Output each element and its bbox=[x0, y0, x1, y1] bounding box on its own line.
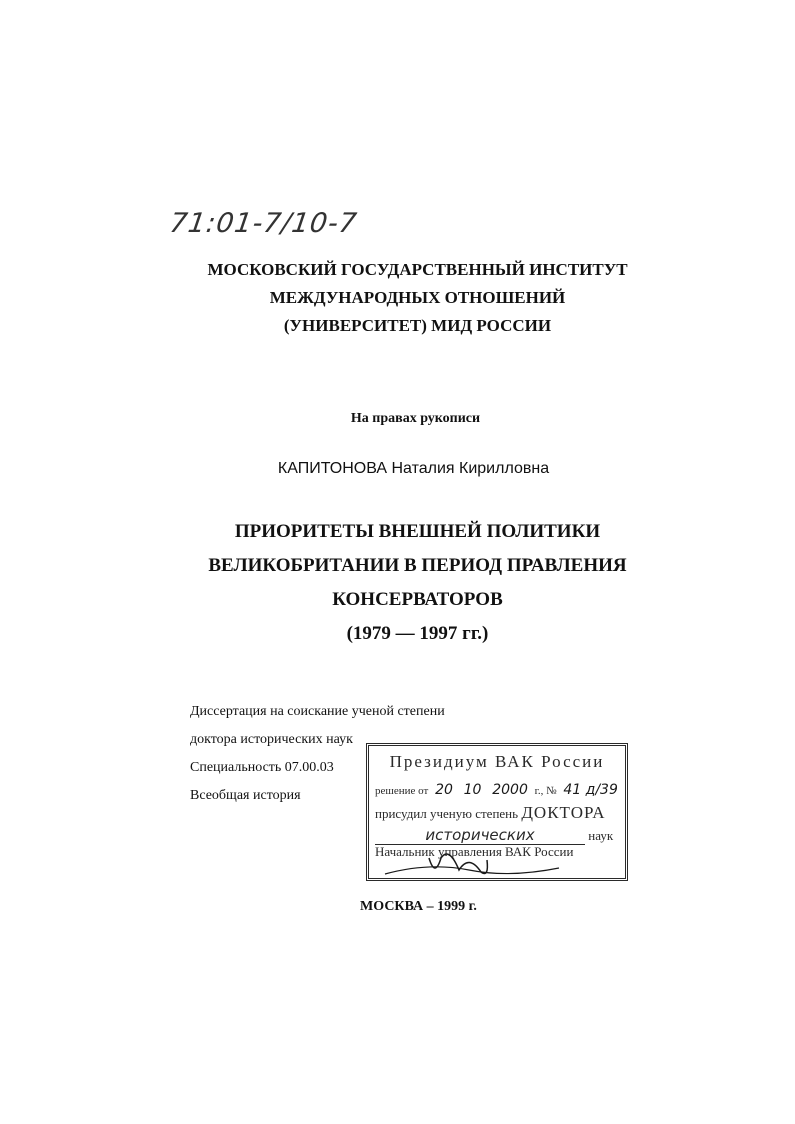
stamp-year-suffix: г., № bbox=[534, 785, 557, 797]
stamp-head-label: Начальник управления ВАК России bbox=[375, 844, 574, 859]
institute-name bbox=[0, 256, 795, 340]
dissertation-title bbox=[0, 515, 795, 651]
signature-mark bbox=[369, 746, 631, 884]
stamp-field-suffix: наук bbox=[588, 828, 614, 843]
title-line-3: КОНСЕРВАТОРОВ bbox=[332, 589, 503, 610]
rights-note: На правах рукописи bbox=[350, 411, 481, 426]
stamp-degree: ДОКТОРА bbox=[521, 803, 606, 822]
stamp-field: исторических bbox=[375, 826, 585, 845]
info-degree-field: доктора исторических наук bbox=[190, 732, 353, 747]
info-specialty-name: Всеобщая история bbox=[190, 788, 301, 803]
city-year: МОСКВА – 1999 г. bbox=[360, 899, 477, 914]
archive-code: 71:01-7/10-7 bbox=[167, 208, 360, 239]
title-line-1: ПРИОРИТЕТЫ ВНЕШНЕЙ ПОЛИТИКИ bbox=[234, 521, 601, 542]
vak-stamp bbox=[366, 743, 628, 881]
info-degree: Диссертация на соискание ученой степени bbox=[190, 704, 445, 719]
stamp-year: 2000 bbox=[492, 782, 528, 798]
stamp-title: Президиум ВАК России bbox=[389, 752, 605, 771]
institute-line-3: (УНИВЕРСИТЕТ) МИД РОССИИ bbox=[283, 316, 552, 335]
title-years: (1979 — 1997 гг.) bbox=[346, 623, 489, 644]
institute-line-1: МОСКОВСКИЙ ГОСУДАРСТВЕННЫЙ ИНСТИТУТ bbox=[207, 260, 628, 279]
stamp-awarded-label: присудил ученую степень bbox=[375, 806, 519, 821]
stamp-decision-label: решение от bbox=[375, 785, 429, 797]
title-line-2: ВЕЛИКОБРИТАНИИ В ПЕРИОД ПРАВЛЕНИЯ bbox=[208, 555, 627, 576]
stamp-month: 10 bbox=[463, 782, 482, 798]
author-name: КАПИТОНОВА Наталия Кирилловна bbox=[277, 460, 550, 477]
stamp-day: 20 bbox=[435, 782, 453, 798]
info-specialty-code: Специальность 07.00.03 bbox=[190, 760, 334, 775]
stamp-number: 41 д/39 bbox=[563, 782, 618, 798]
institute-line-2: МЕЖДУНАРОДНЫХ ОТНОШЕНИЙ bbox=[269, 288, 566, 307]
